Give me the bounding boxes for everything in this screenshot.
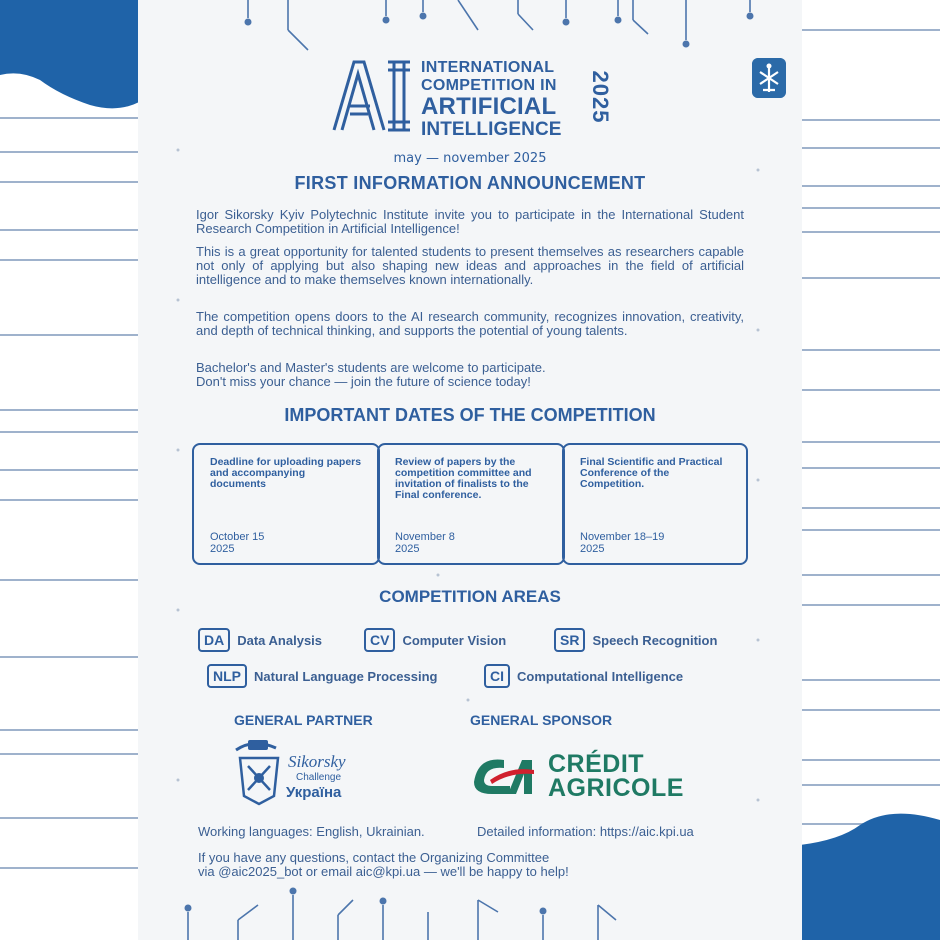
intro-paragraph-4b: Don't miss your chance — join the future of science today!	[196, 374, 531, 389]
date-card-year: 2025	[210, 543, 235, 555]
date-card-day: November 18–19	[580, 531, 665, 543]
title-line-3: ARTIFICIAL	[421, 93, 557, 120]
title-line-4: INTELLIGENCE	[421, 119, 562, 140]
working-languages: Working languages: English, Ukrainian.	[198, 824, 425, 839]
area-abbr: DA	[198, 628, 230, 652]
partner-name-sikorsky: Sikorsky	[288, 752, 346, 771]
competition-period: may — november 2025	[393, 151, 547, 166]
area-abbr: CV	[364, 628, 395, 652]
areas-heading: COMPETITION AREAS	[379, 587, 561, 606]
date-card-day: October 15	[210, 531, 265, 543]
intro-paragraph-3: The competition opens doors to the AI research community, recognizes innovation, creativity, and depth of technical thinking, and supports the potential of young talents.	[196, 309, 744, 338]
area-abbr: NLP	[207, 664, 247, 688]
area-label: Computer Vision	[402, 632, 507, 648]
partner-heading: GENERAL PARTNER	[234, 712, 373, 728]
title-line-1: INTERNATIONAL	[421, 59, 555, 76]
contact-line-1: If you have any questions, contact the Organizing Committee	[198, 850, 550, 865]
area-speech-recognition	[554, 629, 717, 651]
detailed-information-link[interactable]: Detailed information: https://aic.kpi.ua	[477, 824, 694, 839]
date-card	[562, 443, 748, 565]
sponsor-heading: GENERAL SPONSOR	[470, 712, 613, 728]
area-label: Computational Intelligence	[517, 668, 684, 684]
area-label: Natural Language Processing	[254, 668, 438, 684]
partner-name-ukraine: Україна	[286, 784, 342, 801]
sponsor-name-line-1: CRÉDIT	[548, 750, 645, 778]
kpi-crest-icon	[752, 58, 786, 98]
title-line-2: COMPETITION IN	[421, 77, 557, 94]
date-card-date	[395, 531, 455, 555]
area-label: Speech Recognition	[592, 632, 718, 648]
date-card-year: 2025	[580, 543, 605, 555]
intro-paragraph-2: This is a great opportunity for talented students to present themselves as researchers capable not only of applying but also shaping new ideas and approaches in the field of artificial intelligence and to make themselves known internationally.	[196, 244, 744, 287]
competition-title	[421, 60, 591, 139]
dates-heading: IMPORTANT DATES OF THE COMPETITION	[284, 405, 656, 425]
date-card-date	[210, 531, 264, 555]
title-year	[585, 60, 615, 134]
date-card-description: Review of papers by the competition committee and invitation of finalists to the Final conference.	[395, 456, 532, 501]
sponsor-name	[548, 752, 684, 800]
area-abbr: SR	[554, 628, 585, 652]
intro-paragraph-4a: Bachelor's and Master's students are welcome to participate.	[196, 360, 546, 375]
area-data-analysis	[198, 629, 322, 651]
date-card-year: 2025	[395, 543, 420, 555]
area-computational-intelligence	[484, 665, 683, 687]
partner-name-challenge: Challenge	[296, 772, 342, 783]
area-computer-vision	[364, 629, 506, 651]
date-card	[192, 443, 380, 565]
area-nlp	[207, 665, 438, 687]
title-year-text: 2025	[588, 70, 613, 124]
sponsor-name-line-2: AGRICOLE	[548, 774, 684, 802]
date-card	[377, 443, 565, 565]
date-card-day: November 8	[395, 531, 455, 543]
area-abbr: CI	[484, 664, 510, 688]
credit-agricole-logo-icon	[470, 752, 536, 796]
area-label: Data Analysis	[237, 632, 323, 648]
ai-logo-mark	[330, 58, 414, 134]
date-card-date	[580, 531, 664, 555]
intro-paragraph-1: Igor Sikorsky Kyiv Polytechnic Institute invite you to participate in the International Student Research Competition in Artificial Intelligence!	[196, 207, 744, 236]
contact-line-2: via @aic2025_bot or email aic@kpi.ua — we'll be happy to help!	[198, 864, 569, 879]
date-card-description: Final Scientific and Practical Conference of the Competition.	[580, 456, 723, 490]
announcement-heading: FIRST INFORMATION ANNOUNCEMENT	[294, 173, 646, 193]
date-card-description: Deadline for uploading papers and accompanying documents	[210, 456, 362, 490]
